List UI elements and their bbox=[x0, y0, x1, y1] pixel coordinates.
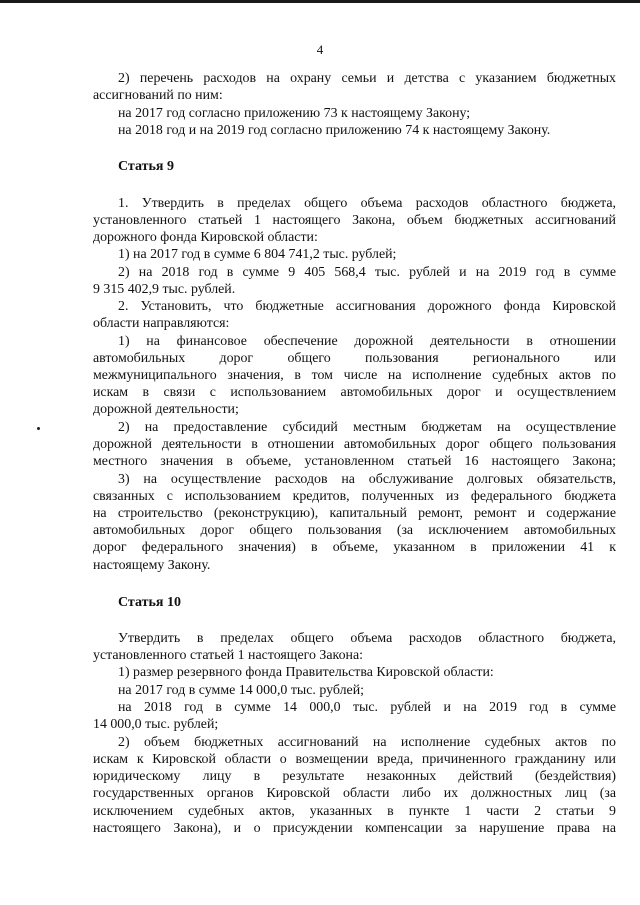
text-line: государственных органов Кировской области либо их должностных лиц (за bbox=[93, 786, 616, 801]
text-line: автомобильных дорог общего пользования (за исключением автомобильных bbox=[93, 523, 616, 538]
text-line: связанных с использованием кредитов, полученных из федерального бюджета bbox=[93, 489, 616, 504]
text-line: области направляются: bbox=[93, 316, 230, 331]
text-line: 1) на 2017 год в сумме 6 804 741,2 тыс. рублей; bbox=[118, 247, 397, 262]
text-line: настоящему Закону. bbox=[93, 558, 211, 573]
text-line: 2. Установить, что бюджетные ассигнования дорожного фонда Кировской bbox=[118, 299, 616, 314]
article-9-heading: Статья 9 bbox=[118, 159, 174, 174]
text-line: 3) на осуществление расходов на обслуживание долговых обязательств, bbox=[118, 472, 616, 487]
article-10-heading: Статья 10 bbox=[118, 595, 181, 610]
text-line: 2) на 2018 год в сумме 9 405 568,4 тыс. рублей и на 2019 год в сумме bbox=[118, 265, 616, 280]
text-line: установленного статьей 1 настоящего Закона, объем бюджетных ассигнований bbox=[93, 213, 616, 228]
text-line: дорожного фонда Кировской области: bbox=[93, 230, 318, 245]
text-line: 9 315 402,9 тыс. рублей. bbox=[93, 282, 236, 297]
text-line: настоящего Закона), и о присуждении компенсации за нарушение права на bbox=[93, 821, 616, 836]
text-line: местного значения в объеме, установленном статьей 16 настоящего Закона; bbox=[93, 454, 616, 469]
text-line: 1. Утвердить в пределах общего объема расходов областного бюджета, bbox=[118, 196, 616, 211]
text-line: юридическому лицу в результате незаконных действий (бездействия) bbox=[93, 769, 616, 784]
text-line: 1) на финансовое обеспечение дорожной деятельности в отношении bbox=[118, 334, 616, 349]
text-line: межмуниципального значения, в том числе на исполнение судебных актов по bbox=[93, 368, 616, 383]
text-line: 2) объем бюджетных ассигнований на исполнение судебных актов по bbox=[118, 735, 616, 750]
text-line: исключением судебных актов, указанных в пункте 1 части 2 статьи 9 bbox=[93, 804, 616, 819]
text-line: искам к Кировской области о возмещении вреда, причиненного гражданину или bbox=[93, 752, 616, 767]
text-line: дорог федерального значения) в объеме, указанном в приложении 41 к bbox=[93, 540, 616, 555]
text-line: 2) на предоставление субсидий местным бюджетам на осуществление bbox=[118, 420, 616, 435]
text-line: дорожной деятельности в отношении автомобильных дорог общего пользования bbox=[93, 437, 616, 452]
text-line: на 2018 год в сумме 14 000,0 тыс. рублей и на 2019 год в сумме bbox=[118, 700, 616, 715]
page-number: 4 bbox=[316, 42, 324, 57]
text-line: автомобильных дорог общего пользования регионального или bbox=[93, 351, 616, 366]
scan-top-edge bbox=[0, 0, 640, 3]
text-line: на строительство (реконструкцию), капитальный ремонт, ремонт и содержание bbox=[93, 506, 616, 521]
text-line: установленного статьей 1 настоящего Закона: bbox=[93, 648, 363, 663]
text-line: 2) перечень расходов на охрану семьи и детства с указанием бюджетных bbox=[118, 71, 616, 86]
text-line: на 2017 год согласно приложению 73 к настоящему Закону; bbox=[118, 106, 471, 121]
scan-speck bbox=[37, 427, 40, 430]
text-line: дорожной деятельности; bbox=[93, 402, 239, 417]
text-line: на 2018 год и на 2019 год согласно приложению 74 к настоящему Закону. bbox=[118, 123, 551, 138]
text-line: Утвердить в пределах общего объема расходов областного бюджета, bbox=[118, 631, 616, 646]
text-line: ассигнований по ним: bbox=[93, 88, 223, 103]
text-line: на 2017 год в сумме 14 000,0 тыс. рублей; bbox=[118, 683, 364, 698]
text-line: 1) размер резервного фонда Правительства Кировской области: bbox=[118, 665, 494, 680]
text-line: искам в связи с использованием автомобильных дорог и осуществлением bbox=[93, 385, 616, 400]
text-line: 14 000,0 тыс. рублей; bbox=[93, 717, 219, 732]
